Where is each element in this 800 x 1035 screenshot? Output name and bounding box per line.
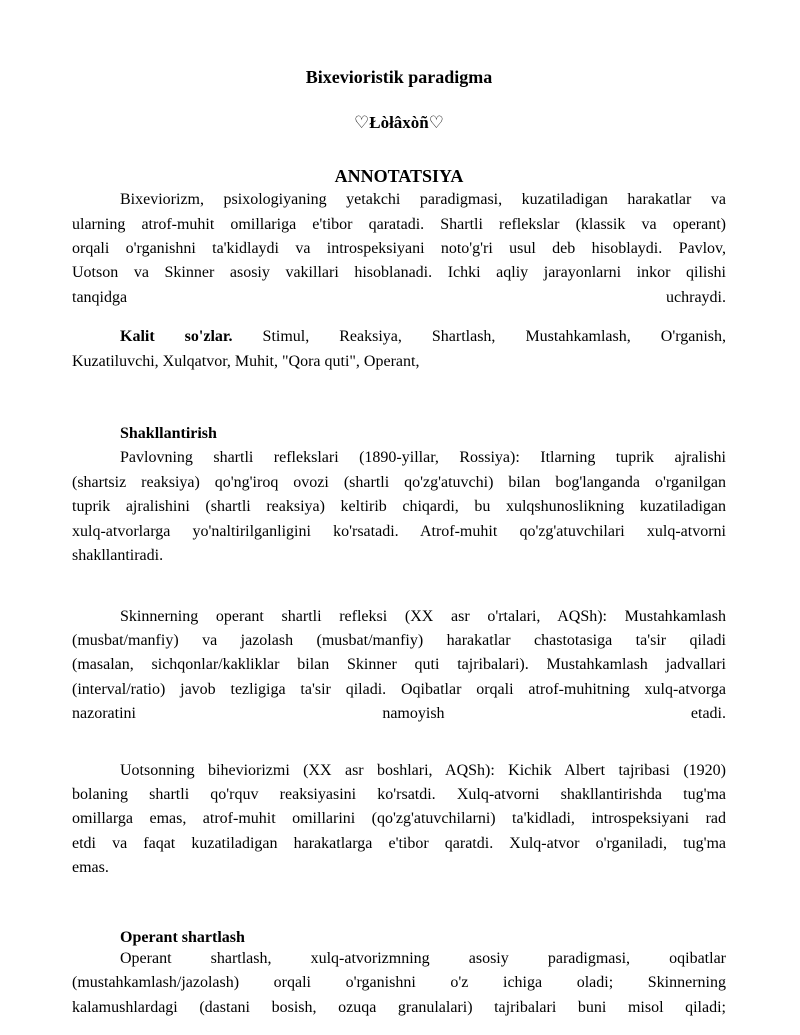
- page-title: Bixevioristik paradigma: [305, 67, 493, 87]
- paragraph-line: Skinnerning operant shartli refleksi (XX asr o'rtalari, AQSh): Mustahkamlash: [120, 607, 726, 625]
- paragraph-line: (mustahkamlash/jazolash) orqali o'rganishni o'z ichiga oladi; Skinnerning: [72, 974, 726, 992]
- operant-paragraph: [72, 947, 726, 1020]
- paragraph-line: ularning atrof-muhit omillariga e'tibor qaratadi. Shartli reflekslar (klassik va operant): [72, 215, 726, 233]
- paragraph-line: (interval/ratio) javob tezligiga ta'sir qiladi. Oqibatlar orqali atrof-muhitning xulq-atvorga: [72, 680, 726, 698]
- keywords-line: [72, 325, 726, 349]
- keywords-line: Kuzatiluvchi, Xulqatvor, Muhit, "Qora quti", Operant,: [72, 352, 420, 370]
- skinner-paragraph: [72, 605, 726, 727]
- author-name: ♡Łòłâxòñ♡: [354, 113, 444, 133]
- annotation-paragraph: [72, 188, 726, 310]
- section-heading-operant-shartlash: Operant shartlash: [120, 928, 245, 946]
- paragraph-line: xulq-atvorlarga yo'naltirilganligini ko'rsatadi. Atrof-muhit qo'zg'atuvchilari xulq-atvorni: [72, 522, 726, 540]
- keywords-label: Kalit so'zlar.: [120, 328, 233, 346]
- watson-paragraph: [72, 759, 726, 881]
- paragraph-line: nazoratini namoyish etadi.: [72, 705, 726, 723]
- paragraph-line: (masalan, sichqonlar/kakliklar bilan Skinner quti tajribalari). Mustahkamlash jadvallari: [72, 656, 726, 674]
- paragraph-line: bolaning shartli qo'rquv reaksiyasini ko'rsatdi. Xulq-atvorni shakllantirishda tug'ma: [72, 785, 726, 803]
- keywords-paragraph: [72, 325, 726, 374]
- paragraph-line: Uotsonning biheviorizmi (XX asr boshlari, AQSh): Kichik Albert tajribasi (1920): [120, 761, 726, 779]
- paragraph-line: tanqidga uchraydi.: [72, 288, 726, 306]
- paragraph-line: Pavlovning shartli reflekslari (1890-yillar, Rossiya): Itlarning tuprik ajralishi: [120, 449, 726, 467]
- section-heading-shakllantirish: Shakllantirish: [120, 425, 217, 443]
- paragraph-line: orqali o'rganishni ta'kidlaydi va introspeksiyani noto'g'ri usul deb hisoblaydi. Pavlov,: [72, 240, 726, 258]
- paragraph-line: emas.: [72, 859, 109, 877]
- annotation-heading: ANNOTATSIYA: [334, 165, 464, 186]
- keywords-values: Stimul, Reaksiya, Shartlash, Mustahkamlash, O'rganish,: [262, 328, 727, 346]
- paragraph-line: Operant shartlash, xulq-atvorizmning asosiy paradigmasi, oqibatlar: [120, 949, 726, 967]
- paragraph-line: kalamushlardagi (dastani bosish, ozuqa granulalari) tajribalari buni misol qiladi;: [72, 998, 726, 1016]
- paragraph-line: (musbat/manfiy) va jazolash (musbat/manfiy) harakatlar chastotasiga ta'sir qiladi: [72, 631, 726, 649]
- paragraph-line: etdi va faqat kuzatiladigan harakatlarga e'tibor qaratdi. Xulq-atvor o'rganiladi, tug'ma: [72, 834, 726, 852]
- paragraph-line: tuprik ajralishini (shartli reaksiya) keltirib chiqardi, bu xulqshunoslikning kuzatiladigan: [72, 498, 726, 516]
- pavlov-paragraph: [72, 446, 726, 568]
- paragraph-line: omillarga emas, atrof-muhit omillarini (qo'zg'atuvchilarni) ta'kidladi, introspeksiyani rad: [72, 810, 726, 828]
- paragraph-line: Uotson va Skinner asosiy vakillari hisoblanadi. Ichki aqliy jarayonlarni inkor qilishi: [72, 264, 726, 282]
- paragraph-line: Bixeviorizm, psixologiyaning yetakchi paradigmasi, kuzatiladigan harakatlar va: [120, 191, 726, 209]
- paragraph-line: shakllantiradi.: [72, 547, 164, 565]
- paragraph-line: (shartsiz reaksiya) qo'ng'iroq ovozi (shartli qo'zg'atuvchi) bilan bog'langanda o'rganilgan: [72, 473, 726, 491]
